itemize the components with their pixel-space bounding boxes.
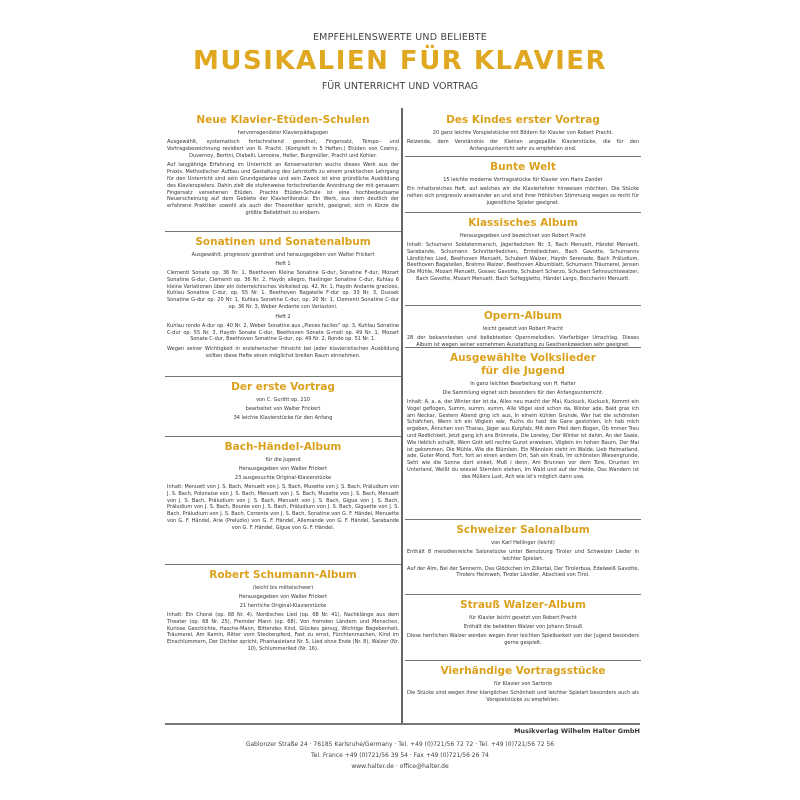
section-description: Wegen seiner Wichtigkeit in erzieherischer Hinsicht bei jeder klavieristischen Ausbildung sollten diese Hefte einen möglichst breiten Raum einnehmen. [167,346,399,359]
section-title-line2: für die Jugend [481,365,565,377]
section-subtitle: bearbeitet von Walter Frickert [245,406,321,412]
footer-phone-fax: Tel. France +49 (0)721/56 39 54 · Fax +49 (0)721/56 26 74 [311,752,489,759]
section-subtitle: für die Jugend [265,457,301,463]
catalog-section [165,232,401,377]
catalog-section [165,565,401,715]
section-title: Des Kindes erster Vortrag [446,114,600,126]
section-description: Kuhlau rondo A-dur op. 40 Nr. 2, Weber Sonatine aus „Pieces faciles“ op. 3, Kuhlau Sonatine C-dur op. 55 Nr. 3, Haydn Sonate C-dur, Beethoven Sonate G-moll op. 49 Nr. 1, Mozart Sonate C-dur, Beethoven Sonatine G-dur, op. 49 Nr. 2, Rondo op. 51 Nr. 1. [167,322,399,343]
section-title: Klassisches Album [468,217,578,229]
section-subtitle: Heft 1 [275,261,291,267]
section-description: Inhalt: Menuett von J. S. Bach, Menuett von J. S. Bach, Musette von J. S. Bach, Präludium von J. S. Bach, Polonaise von J. S. Bach, Menuett von J. S. Bach, Musette von J. S. Bach, Menuett von J. S. Bach, Präludium von J. S. Bach, Menuett von J. S. Bach, Gigue von J. S. Bach, Präludium von J. S. Bach, Bourée von J. S. Bach, Präludium von J. S. Bach, Giguette von J. S. Bach, Präludium von J. S. Bach, Corrente von J. S. Bach, Sonatine von G. F. Händel, Menuette von G. F. Händel, Arie (Preludio) von G. F. Händel, Allemande von G. F. Händel, Sarabande von G. F. Händel, Gigue von G. F. Händel. [167,484,399,531]
section-description: Inhalt: Ein Choral (op. 68 Nr. 4), Nordisches Lied (op. 68 Nr. 41), Nachklänge aus dem Theater (op. 68 Nr. 25), Fremder Mann (op. 68), Von fremden Ländern und Menschen, Kuriose Geschichte, Hasche-Mann, Bittendes Kind, Glückes genug, Wichtige Begebenheit, Träumerei, Am Kamin, Ritter vom Steckenpferd, Fast zu ernst, Fürchtenmachen, Kind im Einschlummern, Der Dichter spricht, Phantasietanz Nr. 5, Lied ohne Ende (Nr. 8), Walzer (Nr. 10), Schlummerlied (Nr. 16). [167,612,399,652]
catalog-section [405,661,641,719]
section-subtitle: Heft 2 [275,313,291,320]
section-subtitle: Herausgegeben von Walter Frickert [238,594,328,600]
section-description: 28 der bekanntesten und beliebtesten Opernmelodien. Vierfarbiger Umschlag. Dieses Album ist wegen seiner vornehmen Ausstattung zu Geschenkzwecken sehr geeignet. [407,335,639,348]
catalog-section [405,157,641,213]
catalog-section [405,520,641,595]
section-subtitle: Herausgegeben von Walter Frickert [238,466,328,472]
section-subtitle: leicht gesetzt von Robert Pracht [482,326,564,332]
publisher-name: Musikverlag Wilhelm Halter GmbH [513,727,640,735]
section-subtitle: von C. Gurlitt op. 210 [256,397,310,403]
catalog-section [405,595,641,661]
catalog-section [405,213,641,306]
section-subtitle: 23 ausgesuchte Original-Klavierstücke [234,475,332,481]
section-description: Enthält 8 melodienreiche Salonstücke unter Benutzung Tiroler und Schweizer Lieder in leichter Spielart. [407,549,639,562]
section-subtitle: 20 ganz leichte Vorspielstücke mit Bildern für Klavier von Robert Pracht. [432,130,614,136]
section-subtitle: (leicht bis mittelschwer) [252,585,314,591]
right-column [405,110,641,719]
section-subtitle: Herausgegeben und bezeichnet von Robert Pracht [459,233,587,239]
section-title: Schweizer Salonalbum [456,524,590,536]
section-subtitle: Ausgewählt, progressiv geordnet und herausgegeben von Walter Frickert [191,252,375,258]
section-subtitle: Die Sammlung eignet sich besonders für den Anfangsunterricht. [442,390,604,396]
section-subtitle: für Klavier von Sartorio [494,681,552,687]
section-title: Bach-Händel-Album [224,441,342,453]
footer-web-email: www.halter.de · office@halter.de [351,763,449,770]
header-pretitle: EMPFEHLENSWERTE UND BELIEBTE [312,32,488,43]
section-subtitle: 21 herrliche Original-Klavierstücke [239,603,327,609]
page-title: MUSIKALIEN FÜR KLAVIER [192,46,608,76]
section-description: Ausgewählt, systematisch fortschreitend geordnet, Fingersatz, Tempo- und Vortragsbezeichnung revidiert von R. Pracht. (Komplett in 5 Heften.) Etüden von Czerny, Duvernoy, Bertini, Diabelli, Lemoine, Heller, Burgmüller, Pracht und Kohler. [167,139,399,159]
header-subtitle: FÜR UNTERRICHT UND VORTRAG [321,81,479,92]
section-description: Inhalt: A, a, a, der Winter der ist da, Alles neu macht der Mai, Kuckuck, Kuckuck, Kommt ein Vogel geflogen, Summ, summ, summ, Alle Vögel sind schon da, Winter ade, Bald gras ich am Neckar, Gestern Abend ging ich aus, In einem kühlen Grunde, Wer hat die schönsten Schäfchen, Wenn ich ein Vöglein wär, Fuchs du hast die Gans gestohlen, Ich hab mich ergeben, Ännchen von Tharau, Jäger aus Kurpfalz, Mit dem Pfeil dem Bogen, Üb immer Treu und Redlichkeit, Jetzt gang ich ans Brünnele, Die Loreley, Der Winter ist dahin, An der Saale, Wie lieblich schallt, Wem Gott will rechte Gunst erweisen, Vöglein im hohen Baum, Der Mai ist gekommen, Die Mühle, Wie die Blümlein, Ein Männlein steht im Walde, Lieb Heimatland, ade, Guter Mond, Fort, fort an einen andern Ort, Sah ein Knab, Im schönsten Wiesengrunde, Seht wie die Sonne dort sinket, Muß i denn, Am Brunnen vor dem Tore, Drunten im Unterland, Weißt du wieviel Sternlein stehen, Im Wald und auf der Heide, Das Wandern ist des Müllers Lust, Ach wie ist's möglich dann usw. [407,399,639,480]
section-title: Neue Klavier-Etüden-Schulen [196,114,370,126]
section-subtitle: hervorragendster Klavierpädagogen [237,130,329,136]
section-title: Sonatinen und Sonatenalbum [195,236,371,248]
column-divider [401,108,403,723]
section-description: Ein inhaltsreiches Heft, auf welches wir die Klavierlehrer hinweisen möchten. Die Stücke reihen sich progressiv aneinander an und sind ihrer fröhlichen Stimmung wegen so recht für jugendliche Spieler geeignet. [407,186,639,206]
section-description: Auf langjährige Erfahrung im Unterricht an Konservatorien wuchs dieses Werk aus der Praxis. Methodischer Aufbau und Gestaltung des Lehrstoffs zu einem praktischen Lehrgang für den Unterricht sind sein Grundgedanke und sein Zweck ist eine gründliche Ausbildung des Klavierspielers. Dahin zielt die stufenweise fortschreitende Anordnung der mit genauem Fingersatz versehenen Etüden. Prachts Etüden-Schule ist eine hochbedeutsame Neuerscheinung auf dem Gebiete der Klavierliteratur. Ein Werk, aus dem deutlich der erfahrene Praktiker sowohl als auch der Theoretiker spricht, geeignet, sich in Kürze die größte Beliebtheit zu erobern. [167,162,399,216]
section-title: Robert Schumann-Album [209,569,357,581]
catalog-section [405,306,641,348]
catalog-section [405,110,641,157]
section-description: Die Stücke sind wegen ihrer klanglichen Schönheit und leichter Spielart besonders auch als Vorspielstücke zu empfehlen. [407,690,639,703]
section-title: Bunte Welt [490,161,556,173]
section-title: Opern-Album [483,310,563,322]
section-subtitle: für Klavier leicht gesetzt von Robert Pracht [469,615,577,621]
section-subtitle: 15 leichte moderne Vortragsstücke für Klavier von Hans Zander [443,177,603,183]
section-subtitle: In ganz leichter Bearbeitung von H. Halter [470,381,576,387]
catalog-section [165,377,401,437]
section-title: Ausgewählte Volkslieder [450,352,596,364]
section-description: Auf der Alm, Bei der Sennerin, Das Glöckchen im Zillertal, Der Tirolerbua, Edelweiß Gavotte, Tirolers Heimweh, Tiroler Ländler, Abschied von Tirol. [407,565,639,579]
section-subtitle: 34 leichte Klavierstücke für den Anfang [233,415,333,421]
section-title: Strauß Walzer-Album [460,599,586,611]
section-subtitle: von Karl Hellinger (leicht) [491,540,555,546]
section-title: Der erste Vortrag [231,381,335,393]
catalog-section [165,437,401,565]
section-description: Diese herrlichen Walzer werden wegen ihrer leichten Spielbarkeit von der Jugend besonders gerne gespielt. [407,633,639,646]
left-column [165,110,401,715]
section-subtitle: Enthält die beliebten Walzer von Johann Strauß [463,624,583,630]
section-title: Vierhändige Vortragsstücke [440,665,606,677]
section-description: Reizende, dem Verständnis der Kleinen angepaßte Klavierstücke, die für den Anfangsunterricht sehr zu empfehlen sind. [407,139,639,152]
catalog-section [165,110,401,232]
section-description: Inhalt: Schumann Soldatenmarsch, Jägerliedchen Nr. 3, Bach Menuett, Händel Menuett, Sarabande, Schumann Schnitterliedchen, Ernteliedchen, Bach Gavotte, Schumanns Ländliches Lied, Beethoven Menuett, Schubert Walzer, Haydn Serenade, Bach Präludium, Beethoven Bagatellen, Brahms Walzer, Beethoven Albumblatt, Schumann Träumerei, Jensen Die Mühle, Mozart Menuett, Gossec Gavotte, Schubert Scherzo, Schubert Sehnsuchtswalzer, Bach Gavotte, Mozart Menuett, Bach Solfeggietto, Händel Largo, Boccherini Menuett. [407,242,639,282]
section-description: Clementi Sonate op. 36 Nr. 1, Beethoven Kleine Sonatine G-dur, Sonatine F-dur, Mozart Sonatine G-dur, Clementi op. 36 Nr. 2, Haydn allegro, Haslinger Sonatine C-dur, Kuhlau 6 kleine Variationen über ein österreichisches Volkslied op. 42, Nr. 1, Haydn Andante gracioso, Kuhlau Sonatine C-dur, op. 55 Nr. 1, Beethoven Bagatelle F-dur op. 33 Nr. 3, Dussek Sonatine G-dur op. 20 Nr. 1, Kuhlau Sonatine C-dur, op. 20 Nr. 1, Clementi Sonatine C-dur op. 36 Nr. 3, Weber Andante con Variazioni. [167,270,399,310]
footer-address: Gablonzer Straße 24 · 76185 Karlsruhe/Germany · Tel. +49 (0)721/56 72 72 · Tel. +49 (0)721/56 72 56 [245,741,555,748]
catalog-section [405,348,641,520]
footer-divider [165,723,640,725]
